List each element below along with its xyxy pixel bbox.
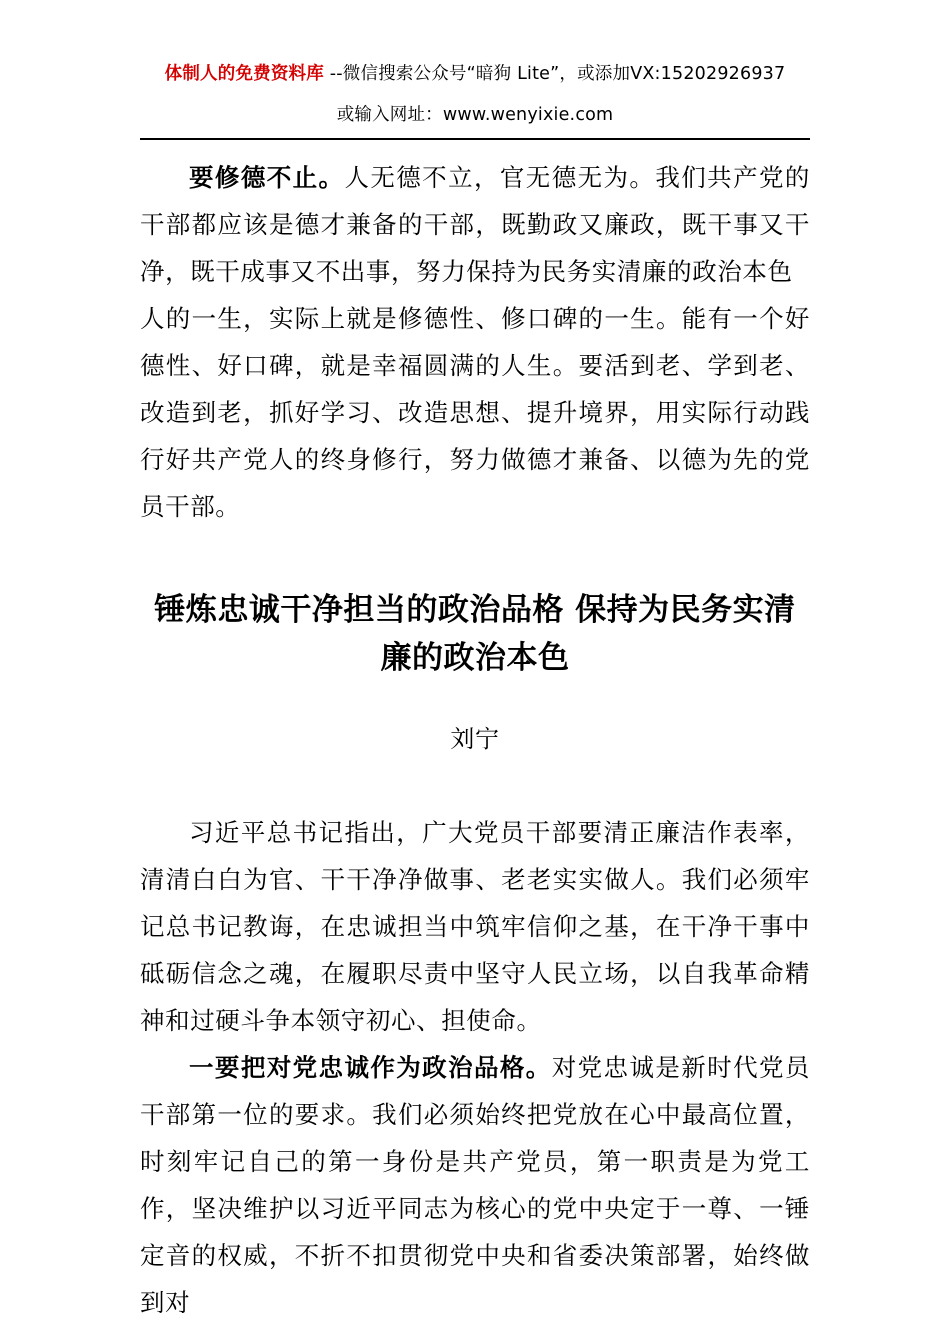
paragraph-xiude-continued: 人的一生，实际上就是修德性、修口碑的一生。能有一个好德性、好口碑，就是幸福圆满的人生。要活到老、学到老、改造到老，抓好学习、改造思想、提升境界，用实际行动践行好共产党人的终身修行，努力做德才兼备、以德为先的党员干部。 [140, 303, 810, 521]
document-body [140, 140, 810, 1326]
paragraph-section-one [140, 1044, 810, 1326]
paragraph-intro: 习近平总书记指出，广大党员干部要清正廉洁作表率，清清白白为官、干干净净做事、老老实实做人。我们必须牢记总书记教诲，在忠诚担当中筑牢信仰之基，在干净干事中砥砺信念之魂，在履职尽责中坚守人民立场，以自我革命精神和过硬斗争本领守初心、担使命。 [140, 817, 810, 1035]
promo-black-text: --微信搜索公众号“暗狗 Lite”，或添加VX:15202926937 [323, 64, 786, 84]
promo-header [140, 0, 810, 140]
title-spacer [140, 763, 810, 809]
article-title: 锤炼忠诚干净担当的政治品格 保持为民务实清廉的政治本色 [154, 591, 796, 676]
promo-red-text: 体制人的免费资料库 [164, 64, 324, 84]
paragraph-lead-section-one: 一要把对党忠诚作为政治品格。 [189, 1052, 552, 1082]
paragraph-lead-xiude: 要修德不止。 [189, 162, 345, 192]
promo-line-1 [140, 62, 810, 87]
article-author: 刘宁 [450, 724, 500, 753]
paragraph-xiude [140, 140, 810, 295]
promo-site-line: 或输入网址：www.wenyixie.com [336, 104, 614, 125]
paragraph-text-section-one: 对党忠诚是新时代党员干部第一位的要求。我们必须始终把党放在心中最高位置，时刻牢记自己的第一身份是共产党员，第一职责是为党工作，坚决维护以习近平同志为核心的党中央定于一尊、一锤定音的权威，不折不扣贯彻党中央和省委决策部署，始终做到对 [140, 1052, 810, 1317]
paragraph-text-xiude: 人无德不立，官无德无为。我们共产党的干部都应该是德才兼备的干部，既勤政又廉政，既干事又干净，既干成事又不出事，努力保持为民务实清廉的政治本色 [140, 162, 810, 286]
